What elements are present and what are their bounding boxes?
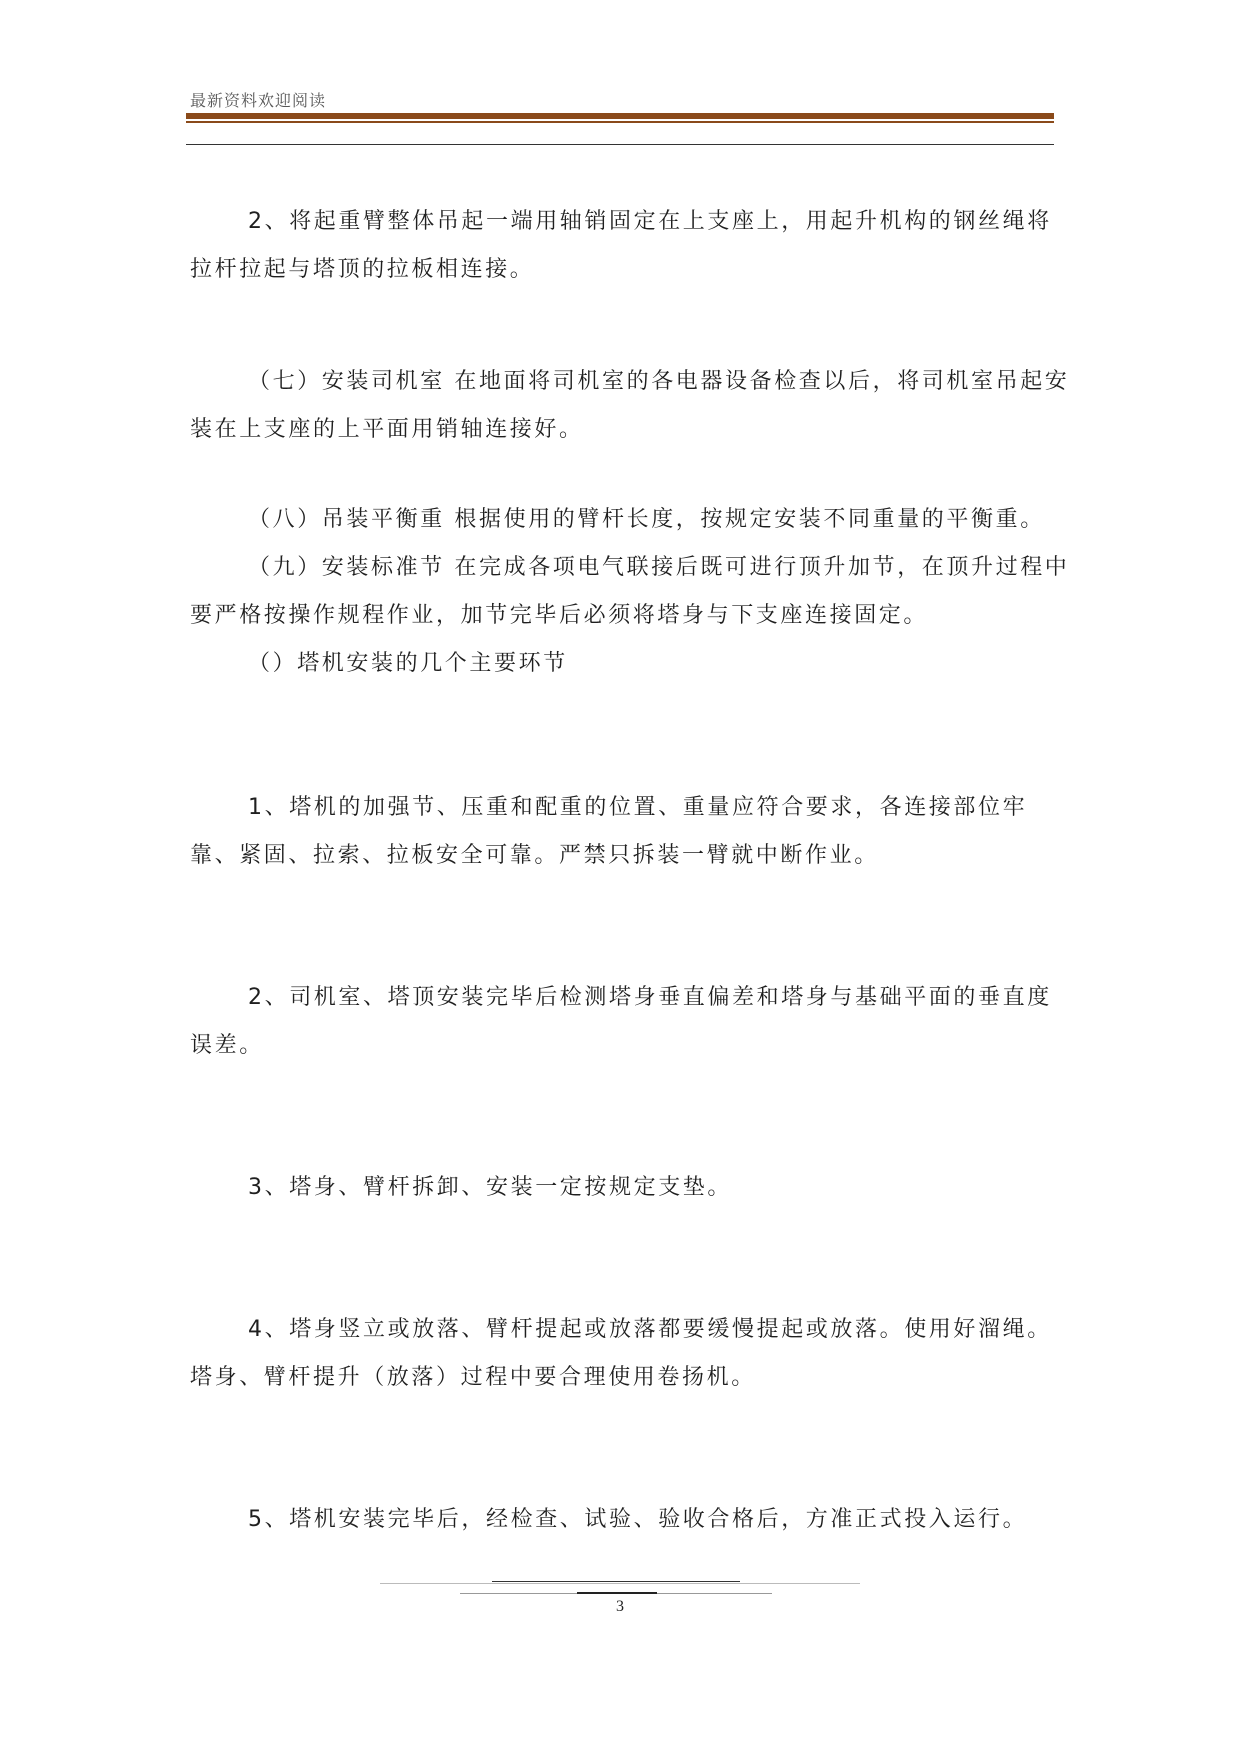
paragraph-key-steps-heading: （）塔机安装的几个主要环节 (248, 651, 568, 676)
page-number: 3 (616, 1598, 624, 1615)
paragraph-section-7-cab: （七）安装司机室 在地面将司机室的各电器设备检查以后，将司机室吊起安装在上支座的上平面用销轴连接好。 (190, 369, 1070, 442)
paragraph-key-step-2: 2、司机室、塔顶安装完毕后检测塔身垂直偏差和塔身与基础平面的垂直度误差。 (190, 985, 1052, 1058)
paragraph-section-8-counterweight: （八）吊装平衡重 根据使用的臂杆长度，按规定安装不同重量的平衡重。 (248, 507, 1045, 532)
header-rule-thin (186, 121, 1054, 123)
footer-rule (492, 1581, 740, 1582)
paragraph-key-step-3: 3、塔身、臂杆拆卸、安装一定按规定支垫。 (248, 1175, 732, 1200)
paragraph-section-9-standard-section: （九）安装标准节 在完成各项电气联接后既可进行顶升加节，在顶升过程中要严格按操作规程作业，加节完毕后必须将塔身与下支座连接固定。 (190, 555, 1070, 628)
paragraph-key-step-4: 4、塔身竖立或放落、臂杆提起或放落都要缓慢提起或放落。使用好溜绳。塔身、臂杆提升（放落）过程中要合理使用卷扬机。 (190, 1317, 1052, 1390)
page-header-title: 最新资料欢迎阅读 (190, 91, 327, 110)
footer-rule (577, 1592, 657, 1594)
paragraph-step-2-boom: 2、将起重臂整体吊起一端用轴销固定在上支座上，用起升机构的钢丝绳将拉杆拉起与塔顶的拉板相连接。 (190, 209, 1052, 282)
header-rule-thick (186, 113, 1054, 119)
footer-rule (380, 1583, 860, 1584)
paragraph-key-step-1: 1、塔机的加强节、压重和配重的位置、重量应符合要求，各连接部位牢靠、紧固、拉索、拉板安全可靠。严禁只拆装一臂就中断作业。 (190, 795, 1028, 868)
paragraph-key-step-5: 5、塔机安装完毕后，经检查、试验、验收合格后，方准正式投入运行。 (248, 1507, 1028, 1532)
header-rule-underline (186, 144, 1054, 145)
